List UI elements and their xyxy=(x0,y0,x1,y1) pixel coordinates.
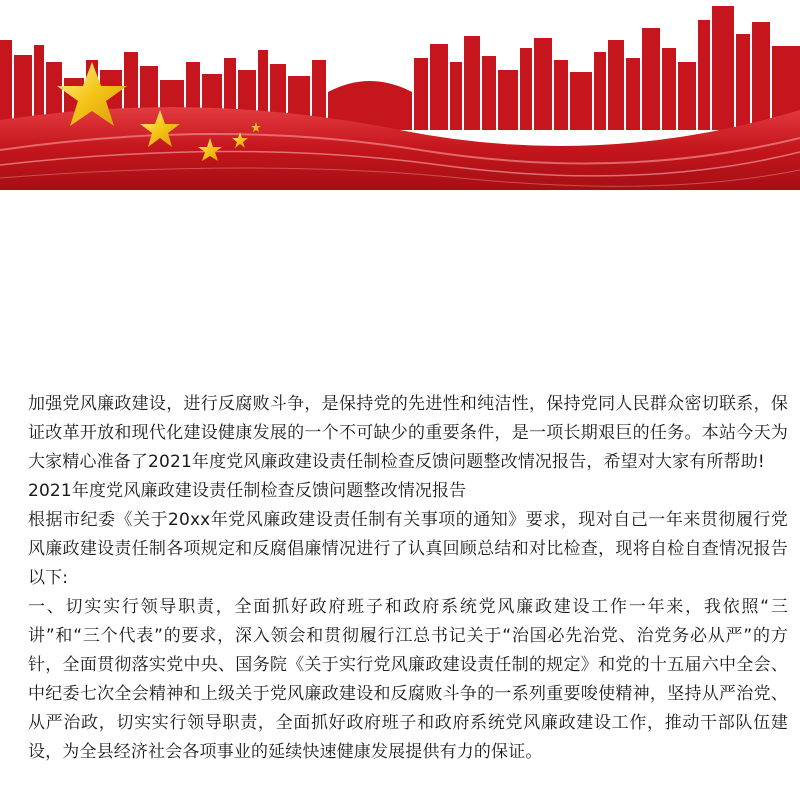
banner-image xyxy=(0,0,800,190)
intro-paragraph: 加强党风廉政建设，进行反腐败斗争，是保持党的先进性和纯洁性，保持党同人民群众密切联系，保证改革开放和现代化建设健康发展的一个不可缺少的重要条件，是一项长期艰巨的任务。本站今天为大家精心准备了2021年度党风廉政建设责任制检查反馈问题整改情况报告，希望对大家有所帮助! xyxy=(28,394,788,472)
body-paragraph: 一、切实实行领导职责，全面抓好政府班子和政府系统党风廉政建设工作一年来，我依照“三讲”和“三个代表”的要求，深入领会和贯彻履行江总书记关于“治国必先治党、治党务必从严”的方针，全面贯彻落实党中央、国务院《关于实行党风廉政建设责任制的规定》和党的十五届六中全会、中纪委七次全会精神和上级关于党风廉政建设和反腐败斗争的一系列重要唆使精神，坚持从严治党、从严治政，切实实行领导职责，全面抓好政府班子和政府系统党风廉政建设工作，推动干部队伍建设，为全县经济社会各项事业的延续快速健康发展提供有力的保证。 xyxy=(28,597,788,762)
article-body xyxy=(28,390,788,767)
report-title: 2021年度党风廉政建设责任制检查反馈问题整改情况报告 xyxy=(28,481,467,501)
body-paragraph: 根据市纪委《关于20xx年党风廉政建设责任制有关事项的通知》要求，现对自己一年来贯彻履行党风廉政建设责任制各项规定和反腐倡廉情况进行了认真回顾总结和对比检查，现将自检自查情况报告以下: xyxy=(28,510,788,588)
